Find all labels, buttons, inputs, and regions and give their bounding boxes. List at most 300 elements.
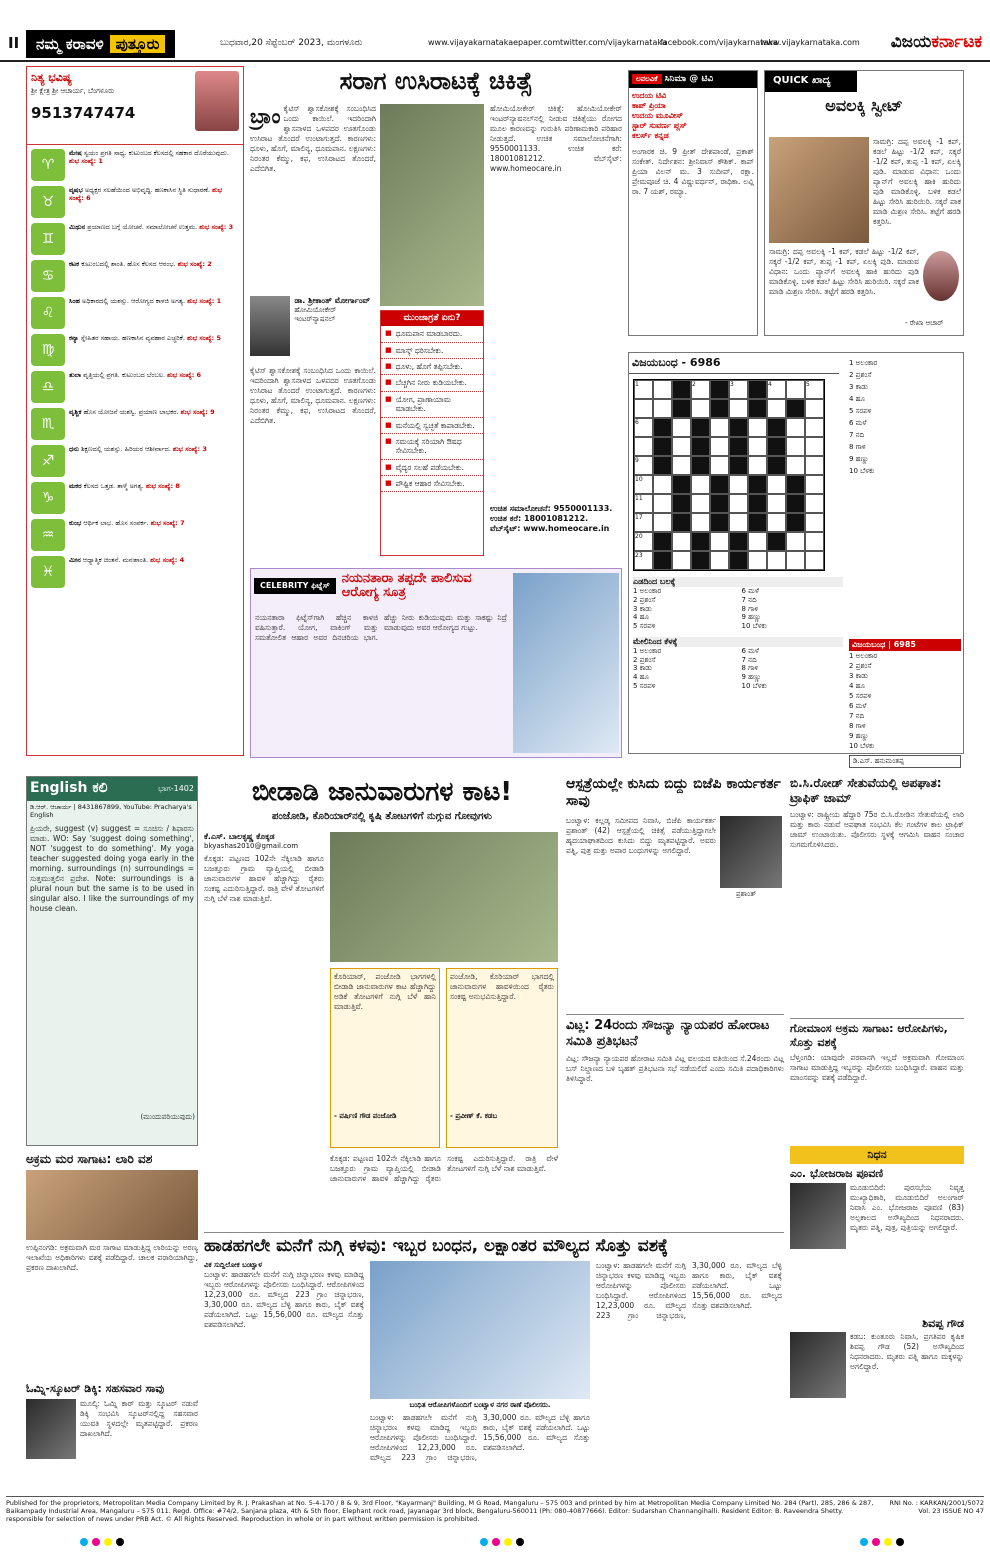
cmyk-dot [872,1538,880,1546]
traffic-body: ಬಂಟ್ವಾಳ: ರಾಷ್ಟ್ರೀಯ ಹೆದ್ದಾರಿ 75ರ ಬಿ.ಸಿ.ರೋಡಿನ ಸೇತುವೆಯಲ್ಲಿ ಲಾರಿ ಮತ್ತು ಕಾರು ನಡುವೆ ಅಪಘಾತ ಸಂಭವಿಸಿ ಕೆಲ ಗಂಟೆಗಳ ಕಾಲ ಟ್ರಾಫಿಕ್ ಜಾಮ್ ಉಂಟಾಯಿತು. ಪೊಲೀಸರು ಸ್ಥಳಕ್ಕೆ ಆಗಮಿಸಿ ವಾಹನ ಸಂಚಾರ ಸುಗಮಗೊಳಿಸಿದರು. [790,810,964,849]
obituary-heading: ನಿಧನ [790,1146,964,1164]
crossword-cell[interactable]: 4 [767,380,786,399]
precautions-box [380,310,484,556]
zodiac-name: ಮೇಷ [69,149,82,157]
gomamsa-article [790,1018,964,1142]
english-author: ಡಿ.ಆರ್. ಆಚಾರ್ಯ | 8431867899, YouTube: Pracharya's English [30,802,192,819]
epaper-link[interactable]: www.vijayakarnatakaepaper.com [428,38,561,47]
down-heading: ಮೇಲಿನಿಂದ ಕೆಳಕ್ಕೆ [633,637,843,647]
zodiac-prediction: ವೃತ್ತಿಯಲ್ಲಿ ಪ್ರಗತಿ. ಕುಟುಂಬದ ಬೆಂಬಲ. [83,371,166,379]
scooter-article [26,1382,198,1492]
crossword-cell [691,437,710,456]
zodiac-item [31,186,239,218]
zodiac-prediction: ಶಿಕ್ಷಣದಲ್ಲಿ ಯಶಸ್ಸು. ಹಿರಿಯರ ಆಶೀರ್ವಾದ. [80,445,171,453]
english-brand: English ಕಲಿ [30,780,108,796]
crossword-cell[interactable] [710,437,729,456]
precautions-list [381,326,483,492]
zodiac-lucky: ಶುಭ ಸಂಖ್ಯೆ: 3 [172,445,207,453]
traffic-title: ಬಿ.ಸಿ.ರೋಡ್ ಸೇತುವೆಯಲ್ಲಿ ಅಪಘಾತ: ಟ್ರಾಫಿಕ್ ಜಾಮ್ [790,776,942,805]
date-line: ಬುಧವಾರ,20 ಸೆಪ್ಟೆಂಬರ್ 2023, ಮಂಗಳೂರು [220,38,363,48]
crossword-clue: 9 ಹಣ್ಣು [741,673,762,681]
health-title: ಸರಾಗ ಉಸಿರಾಟಕ್ಕೆ ಚಿಕಿತ್ಸೆ [339,67,533,95]
cattle-article [204,776,560,1226]
crossword-cell[interactable] [786,551,805,570]
astrologer-phone: 9513747474 [31,103,136,122]
crossword-cell[interactable] [805,494,824,513]
zodiac-item [31,223,239,255]
zodiac-text [69,556,184,588]
zodiac-item [31,408,239,440]
crossword-cell [710,513,729,532]
crossword-cell[interactable] [786,380,805,399]
homeocare-body: ಹೋಮಿಯೋಕೇರ್ ಚಿಕಿತ್ಸೆ: ಹೋಮಿಯೋಕೇರ್ ಇಂಟರ್‌ನ್ಯಾಷನಲ್‌ನಲ್ಲಿ ನೀಡುವ ಚಿಕಿತ್ಸೆಯು ರೋಗದ ಮೂಲ ಕಾರಣವನ್ನು ಗುರುತಿಸಿ ಪರಿಣಾಮಕಾರಿ ಪರಿಹಾರ ನೀಡುತ್ತದೆ. ಉಚಿತ ಸಮಾಲೋಚನೆಗಾಗಿ: 9550001133. ಉಚಿತ ಕರೆ: 18001081212. ವೆಬ್‌ಸೈಟ್: www.homeocare.in [490,104,622,173]
recipe-author-photo [923,251,959,301]
quote-box-2 [446,968,558,1148]
crossword-clue: 7 ನದಿ [849,712,865,720]
crossword-cell[interactable] [634,437,653,456]
across-heading: ಎಡದಿಂದ ಬಲಕ್ಕೆ [633,577,843,587]
english-continue: (ಮುಂದುವರಿಯುವುದು) [140,1112,195,1121]
zodiac-name: ಮೀನ [69,556,81,564]
crossword-cell [653,456,672,475]
zodiac-prediction: ಆಧ್ಯಾತ್ಮಿಕ ಚಿಂತನೆ. ಮನಃಶಾಂತಿ. [82,556,149,564]
scooter-title: ಓಮ್ನಿ-ಸ್ಕೂಟರ್ ಡಿಕ್ಕಿ: ಸಹಸವಾರ ಸಾವು [26,1382,165,1395]
precaution-text: ■ ಮನೆಯಲ್ಲಿ ಸ್ವಚ್ಛತೆ ಕಾಪಾಡಬೇಕು. [395,420,475,430]
crossword-clue: 5 ಸರಪಳಿ [849,692,872,700]
health-body-continued: ಕೈಟಿಸ್ ಶ್ವಾಸಕೋಶಕ್ಕೆ ಸಂಬಂಧಿಸಿದ ಒಂದು ಕಾಯಿಲೆ. ಇದರಿಂದಾಗಿ ಶ್ವಾಸನಾಳದ ಒಳಪದರ ಊತಗೊಂಡು ಉಸಿರಾಟ ತೊಂದರೆ ಉಂಟಾಗುತ್ತದೆ. ಕಾರಣಗಳು: ಧೂಳು, ಹೊಗೆ, ಮಾಲಿನ್ಯ, ಧೂಮಪಾನ. ಲಕ್ಷಣಗಳು: ನಿರಂತರ ಕೆಮ್ಮು, ಕಫ, ಉಸಿರಾಟದ ತೊಂದರೆ, ಎದೆಬಿಗಿತ. [250,366,376,425]
crossword-cell[interactable]: 11 [634,494,653,513]
imprint-text: Published for the proprietors, Metropolitan Media Company Limited by R. J. Prakashan at No. 5-4-170 / 8 & 9, 3rd Floor, "Kayarmanj" Building, M G Road, Mangaluru – 575 003 and printed by him at Metropolitan Media Company Limited No. 284 (Part), 285, 286 & 287, Baikampady Industrial Area, Mangaluru – 575 011. Regd. Office: #74/2, Sanjana plaza, 4th & 5th floor, Elephant rock road, Jayanagar 3rd block, Bengaluru-560011 (Ph: 080-40877666). Editor: Sudarshan Channangihalli. Resident Editor: B. Raveendra Shetty. responsible for selection of news under PRB Act. © All Rights Reserved. Reproduction in whole or in part without written permission is prohibited. [6,1499,874,1523]
cattle-subtitle: ಪಂಜೋಡಿ, ಕೊರಿಯಾರ್‌ನಲ್ಲಿ ಕೃಷಿ ತೋಟಗಳಿಗೆ ನುಗ್ಗುವ ಗೋವುಗಳು [271,810,492,822]
recipe-title: ಅವಲಕ್ಕಿ ಸ್ವೀಟ್ [825,95,903,115]
channel-name: ಉದಯ ಟಿವಿ [632,91,667,101]
zodiac-lucky: ಶುಭ ಸಂಖ್ಯೆ: 6 [167,371,202,379]
website-link[interactable]: www.vijaykarnataka.com [760,38,860,47]
crossword-cell[interactable] [805,456,824,475]
health-body: ಕೈಟಿಸ್ ಶ್ವಾಸಕೋಶಕ್ಕೆ ಸಂಬಂಧಿಸಿದ ಒಂದು ಕಾಯಿಲೆ. ಇದರಿಂದಾಗಿ ಶ್ವಾಸನಾಳದ ಒಳಪದರ ಊತಗೊಂಡು ಉಸಿರಾಟ ತೊಂದರೆ ಉಂಟಾಗುತ್ತದೆ. ಕಾರಣಗಳು: ಧೂಳು, ಹೊಗೆ, ಮಾಲಿನ್ಯ, ಧೂಮಪಾನ. ಲಕ್ಷಣಗಳು: ನಿರಂತರ ಕೆಮ್ಮು, ಕಫ, ಉಸಿರಾಟದ ತೊಂದರೆ, ಎದೆಬಿಗಿತ. [250,104,376,173]
celebrity-body: ನಯನತಾರಾ ಫಿಟ್ನೆಸ್‌ಗಾಗಿ ಹೆಚ್ಚಿನ ಕಾಳಜಿ ವಹಿಸುತ್ತಾರೆ. ಯೋಗ, ವಾಕಿಂಗ್ ಮತ್ತು ಸಮತೋಲಿತ ಆಹಾರ ಅವರ ದಿನಚರಿಯ ಭಾಗ. ಹೆಚ್ಚು ನೀರು ಕುಡಿಯುವುದು ಮತ್ತು ಸಾಕಷ್ಟು ನಿದ್ರೆ ಮಾಡುವುದು ಅವರ ಆರೋಗ್ಯದ ಗುಟ್ಟು. [255,613,507,642]
theft-title: ಹಾಡಹಗಲೇ ಮನೆಗೆ ನುಗ್ಗಿ ಕಳವು: ಇಬ್ಬರ ಬಂಧನ, ಲಕ್ಷಾಂತರ ಮೌಲ್ಯದ ಸೊತ್ತು ವಶಕ್ಕೆ [204,1236,668,1256]
cmyk-dot [92,1538,100,1546]
crossword-clue: 8 ಗಾಳಿ [849,722,866,730]
zodiac-lucky: ಶುಭ ಸಂಖ್ಯೆ: 4 [150,556,185,564]
crossword-cell [672,399,691,418]
lorry-article [26,1152,198,1380]
cattle-byline: ಕೆ.ಎಸ್. ಬಾಲಕೃಷ್ಣ ಕೊಕ್ಕಡ [204,832,275,841]
crossword-cell[interactable] [710,532,729,551]
clue-list-right [849,357,961,477]
crossword-clue: 3 ಕಾಡು [633,604,652,613]
crossword-clue: 3 ಕಾಡು [633,664,652,673]
crossword-cell[interactable]: 23 [634,551,653,570]
zodiac-item [31,445,239,477]
english-panel [26,776,198,1146]
crossword-cell[interactable] [672,551,691,570]
cmyk-dot [884,1538,892,1546]
crossword-cell[interactable]: 6 [634,418,653,437]
obit-1-photo [790,1183,846,1249]
crossword-clue: 2 ಪ್ರಶಂಸೆ [633,595,656,604]
doctor-role: ಹೋಮಿಯೋಕೇರ್ ಇಂಟರ್‌ನ್ಯಾಷನಲ್ [294,306,337,323]
zodiac-sign-icon: ♈ [31,149,65,181]
crossword-cell[interactable]: 5 [805,380,824,399]
zodiac-text [69,334,221,366]
zodiac-name: ವೃಶ್ಚಿಕ [69,408,82,416]
crossword-cell [691,551,710,570]
precaution-item [381,359,483,375]
crossword-clue: 1 ಅಲಂಕಾರ [633,587,662,595]
zodiac-name: ವೃಷಭ [69,186,83,194]
zodiac-sign-icon: ♋ [31,260,65,292]
crossword-clue: 5 ಸರಪಳಿ [849,407,872,415]
theft-body: ಬಂಟ್ವಾಳ: ಹಾಡಹಗಲೇ ಮನೆಗೆ ನುಗ್ಗಿ ಚಿನ್ನಾಭರಣ ಕಳವು ಮಾಡಿದ್ದ ಇಬ್ಬರು ಆರೋಪಿಗಳನ್ನು ಪೊಲೀಸರು ಬಂಧಿಸಿದ್ದಾರೆ. ಆರೋಪಿಗಳಿಂದ 12,23,000 ರೂ. ಮೌಲ್ಯದ 223 ಗ್ರಾಂ ಚಿನ್ನಾಭರಣ, 3,30,000 ರೂ. ಮೌಲ್ಯದ ಬೆಳ್ಳಿ ಹಾಗೂ ಕಾರು, ಬೈಕ್ ವಶಕ್ಕೆ ಪಡೆಯಲಾಗಿದೆ. ಒಟ್ಟು 15,56,000 ರೂ. ಮೌಲ್ಯದ ಸೊತ್ತು ವಶಪಡಿಸಲಾಗಿದೆ. [204,1269,364,1329]
zodiac-sign-icon: ♌ [31,297,65,329]
recipe-section: QUICK ಖಾದ್ಯ [765,71,857,92]
crossword-cell [748,475,767,494]
zodiac-lucky: ಶುಭ ಸಂಖ್ಯೆ: 1 [187,297,222,305]
crossword-cell [729,437,748,456]
crossword-cell [748,399,767,418]
crossword-cell[interactable] [767,513,786,532]
channel-name: ಉದಯ ಮೂವೀಸ್ [632,111,683,121]
crossword-cell[interactable]: 10 [634,475,653,494]
crossword-clue: 4 ಹೂ [633,673,649,681]
crossword-cell [729,532,748,551]
homeocare-tollfree: ಉಚಿತ ಕರೆ: 18001081212. [490,514,589,523]
zodiac-item [31,297,239,329]
crossword-cell [691,532,710,551]
crossword-cell[interactable] [805,437,824,456]
vitla-body: ವಿಟ್ಲ: ಸೌಜನ್ಯಾ ನ್ಯಾಯಪರ ಹೋರಾಟ ಸಮಿತಿ ವಿಟ್ಲ ವಲಯದ ವತಿಯಿಂದ ಸೆ.24ರಂದು ವಿಟ್ಲ ಬಸ್ ನಿಲ್ದಾಣದ ಬಳಿ ಬೃಹತ್ ಪ್ರತಿಭಟನಾ ಸಭೆ ನಡೆಯಲಿದೆ ಎಂದು ಸಮಿತಿ ಪದಾಧಿಕಾರಿಗಳು ತಿಳಿಸಿದ್ದಾರೆ. [566,1054,784,1083]
zodiac-prediction: ಆರ್ಥಿಕ ಲಾಭ. ಹೊಸ ಸಂಪರ್ಕ. [83,519,149,527]
crossword-cell[interactable] [748,551,767,570]
cmyk-dot [504,1538,512,1546]
crossword-panel [628,352,964,765]
quote-2-by: - ಪ್ರವೀಣ್ ಕೆ. ಕಡಬ [450,1112,498,1120]
crossword-cell[interactable] [672,437,691,456]
crossword-cell[interactable] [672,456,691,475]
recipe-panel [764,70,964,336]
crossword-clue: 6 ಮಳೆ [849,702,867,710]
channel-name: ಸ್ಟಾರ್ ಸುವರ್ಣ ಪ್ಲಸ್ [632,121,687,131]
precaution-text: ■ ಯೋಗ, ಪ್ರಾಣಾಯಾಮ ಮಾಡಬೇಕು. [395,394,451,414]
crossword-cell [672,513,691,532]
crossword-cell[interactable] [767,494,786,513]
vitla-title: ವಿಟ್ಲ: 24ರಂದು ಸೌಜನ್ಯಾ ನ್ಯಾಯಪರ ಹೋರಾಟ ಸಮಿತಿ ಪ್ರತಿಭಟನೆ [566,1018,770,1049]
crossword-cell[interactable] [729,494,748,513]
crossword-cell [786,475,805,494]
crossword-clue: 9 ಹಣ್ಣು [741,613,762,622]
crossword-cell[interactable] [786,456,805,475]
crossword-cell [653,418,672,437]
rni-number: RNI No. : KARKAN/2001/5072 [889,1499,984,1507]
crossword-cell[interactable] [805,475,824,494]
zodiac-lucky: ಶುಭ ಸಂಖ್ಯೆ: 1 [69,157,103,165]
imprint-footer [6,1496,984,1523]
precaution-item [381,476,483,492]
crossword-clue: 7 ನದಿ [741,655,757,664]
zodiac-sign-icon: ♎ [31,371,65,403]
zodiac-item [31,482,239,514]
theft-caption: ಬಂಧಿತ ಆರೋಪಿಗಳೊಂದಿಗೆ ಬಂಟ್ವಾಳ ನಗರ ಠಾಣೆ ಪೊಲೀಸರು. [409,1401,551,1409]
crossword-clue: 9 ಹಣ್ಣು [849,455,869,463]
crossword-cell[interactable] [729,475,748,494]
zodiac-sign-icon: ♊ [31,223,65,255]
crossword-cell[interactable] [729,513,748,532]
lorry-body: ಉಪ್ಪಿನಂಗಡಿ: ಅಕ್ರಮವಾಗಿ ಮರ ಸಾಗಾಟ ಮಾಡುತ್ತಿದ್ದ ಲಾರಿಯನ್ನು ಅರಣ್ಯ ಇಲಾಖೆಯ ಅಧಿಕಾರಿಗಳು ವಶಕ್ಕೆ ಪಡೆದಿದ್ದಾರೆ. ಚಾಲಕ ಪರಾರಿಯಾಗಿದ್ದು, ಪ್ರಕರಣ ದಾಖಲಾಗಿದೆ. [26,1243,198,1272]
crossword-cell [748,494,767,513]
crossword-cell[interactable] [748,532,767,551]
crossword-clue: 1 ಅಲಂಕಾರ [849,359,878,367]
homeocare-phone: ಉಚಿತ ಸಮಾಲೋಚನೆ: 9550001133. [490,504,613,513]
obit-2-photo [790,1332,846,1398]
crossword-cell[interactable] [748,456,767,475]
recipe-photo [769,137,869,243]
obituary-panel [790,1146,964,1492]
obit-2-name: ಶಿವಪ್ಪ ಗೌಡ [922,1316,964,1330]
crossword-cell[interactable] [691,475,710,494]
zodiac-text [69,260,212,292]
crossword-clue: 2 ಪ್ರಶಂಸೆ [849,662,872,670]
crossword-cell [710,380,729,399]
lorry-photo [26,1170,198,1240]
crossword-clue: 4 ಹೂ [849,682,865,690]
theft-body-lower: ಬಂಟ್ವಾಳ: ಹಾಡಹಗಲೇ ಮನೆಗೆ ನುಗ್ಗಿ ಚಿನ್ನಾಭರಣ ಕಳವು ಮಾಡಿದ್ದ ಇಬ್ಬರು ಆರೋಪಿಗಳನ್ನು ಪೊಲೀಸರು ಬಂಧಿಸಿದ್ದಾರೆ. ಆರೋಪಿಗಳಿಂದ 12,23,000 ರೂ. ಮೌಲ್ಯದ 223 ಗ್ರಾಂ ಚಿನ್ನಾಭರಣ, 3,30,000 ರೂ. ಮೌಲ್ಯದ ಬೆಳ್ಳಿ ಹಾಗೂ ಕಾರು, ಬೈಕ್ ವಶಕ್ಕೆ ಪಡೆಯಲಾಗಿದೆ. ಒಟ್ಟು 15,56,000 ರೂ. ಮೌಲ್ಯದ ಸೊತ್ತು ವಶಪಡಿಸಲಾಗಿದೆ. [370,1413,590,1462]
page-number: II [8,34,20,52]
crossword-cell[interactable] [805,551,824,570]
twitter-link[interactable]: twitter.com/vijaykarnataka [560,38,667,47]
quote-box-1 [330,968,440,1148]
cattle-photo [330,832,558,962]
crossword-clue: 7 ನದಿ [741,595,757,604]
theft-article [204,1232,784,1492]
crossword-cell[interactable] [729,399,748,418]
celebrity-panel [250,568,622,758]
crossword-cell [653,532,672,551]
crossword-cell[interactable] [710,551,729,570]
zodiac-prediction: ಸ್ನೇಹಿತರ ಸಹಾಯ. ಹಣಕಾಸಿನ ವ್ಯವಹಾರ ಎಚ್ಚರಿಕೆ. [80,334,185,342]
gomamsa-body: ಬೆಳ್ತಂಗಡಿ: ಯಾವುದೇ ಪರವಾನಗಿ ಇಲ್ಲದೆ ಅಕ್ರಮವಾಗಿ ಗೋಮಾಂಸ ಸಾಗಾಟ ಮಾಡುತ್ತಿದ್ದ ಇಬ್ಬರನ್ನು ಪೊಲೀಸರು ಬಂಧಿಸಿದ್ದಾರೆ. ವಾಹನ ಮತ್ತು ಮಾಂಸವನ್ನು ವಶಕ್ಕೆ ಪಡೆದಿದ್ದಾರೆ. [790,1053,964,1082]
cmyk-dot [896,1538,904,1546]
crossword-cell[interactable] [748,418,767,437]
crossword-cell [691,456,710,475]
crossword-cell[interactable] [634,399,653,418]
cmyk-dot [116,1538,124,1546]
crossword-clue: 3 ಕಾಡು [849,672,868,680]
section-edition: ಪುತ್ತೂರು [110,35,166,53]
cinema-brand: ಲವಲವಿಕೆ [632,74,662,84]
precaution-text: ■ ಧೂಳು, ಹೊಗೆ ತಪ್ಪಿಸಬೇಕು. [395,362,463,371]
crossword-grid[interactable] [633,379,825,571]
doctor-name: ಡಾ. ಶ್ರೀಕಾಂತ್ ಮೋರ್ಗಾಂವ್ [294,296,371,305]
precaution-text: ■ ಬೆಚ್ಚಗಿನ ನೀರು ಕುಡಿಯಬೇಕು. [395,378,467,388]
crossword-cell [710,399,729,418]
crossword-cell[interactable] [653,380,672,399]
crossword-cell[interactable]: 20 [634,532,653,551]
zodiac-prediction: ಕುಟುಂಬದಲ್ಲಿ ಶಾಂತಿ. ಹೊಸ ಕೆಲಸದ ಆರಂಭ. [81,260,176,268]
cattle-title: ಬೀಡಾಡಿ ಜಾನುವಾರುಗಳ ಕಾಟ! [251,777,513,807]
crossword-clue: 7 ನದಿ [849,431,865,439]
crossword-title: ವಿಜಯಬಂಧ - 6986 [629,353,839,374]
crossword-cell[interactable] [786,532,805,551]
crossword-cell [710,494,729,513]
crossword-clue: 3 ಕಾಡು [849,383,868,391]
zodiac-prediction: ಸ್ವಯಂ ಪ್ರಗತಿ ಸಾಧ್ಯ. ಕುಟುಂಬದ ಕೆಲಸದಲ್ಲಿ ಸಹಕಾರ ದೊರೆಯುವುದು. [83,149,229,157]
zodiac-item [31,334,239,366]
crossword-cell[interactable] [805,532,824,551]
zodiac-sign-icon: ♍ [31,334,65,366]
volume-issue: Vol. 23 ISSUE NO 47 [918,1507,984,1515]
astrologer-photo [195,71,239,131]
crossword-cell[interactable] [691,399,710,418]
crossword-cell [710,475,729,494]
cattle-body-continued: ಕೊಕ್ಕಡ: ಪಟ್ಟಣದ 102ನೇ ನೆಕ್ಕಿಲಾಡಿ ಹಾಗೂ ಬಜತ್ತೂರು ಗ್ರಾಮ ವ್ಯಾಪ್ತಿಯಲ್ಲಿ ಬೀಡಾಡಿ ಜಾನುವಾರುಗಳ ಹಾವಳಿ ಹೆಚ್ಚಾಗಿದ್ದು ರೈತರು ಸಂಕಷ್ಟ ಎದುರಿಸುತ್ತಿದ್ದಾರೆ. ರಾತ್ರಿ ವೇಳೆ ತೋಟಗಳಿಗೆ ನುಗ್ಗಿ ಬೆಳೆ ನಾಶ ಮಾಡುತ್ತಿವೆ. [330,1154,558,1183]
precaution-item [381,460,483,476]
crossword-cell [672,475,691,494]
zodiac-name: ಧನು [69,445,79,453]
health-lead-letter: ಬ್ರಾಂ [250,104,281,128]
obit-1-name: ಎಂ. ಭೋಜರಾಜ ಪೂವಣಿ [790,1166,884,1180]
answers-list [849,651,961,751]
english-body: ಪ್ರಿಯರೇ, suggest (v) suggest = ಸೂಚಿಸು / ಶಿಫಾರಸು ಮಾಡು. WO: Say 'suggest doing something', NOT 'suggest to do something'. My yoga teacher suggested doing yoga early in the morning. surroundings (n) surroundings = ಸುತ್ತಮುತ್ತಲಿನ ಪ್ರದೇಶ. Note: surroundings is a plural noun but the same is to be used in singular also. I like the surroundings of my house clean. [30,823,194,913]
crossword-clue: 8 ಗಾಳಿ [849,443,866,451]
crossword-cell[interactable] [805,399,824,418]
crossword-clue: 8 ಗಾಳಿ [741,664,759,673]
crossword-cell [767,437,786,456]
traffic-article [790,776,964,1014]
crossword-cell [672,494,691,513]
horoscope-panel [26,66,244,756]
lorry-title: ಅಕ್ರಮ ಮರ ಸಾಗಾಟ: ಲಾರಿ ವಶ [26,1152,153,1166]
crossword-cell[interactable] [805,418,824,437]
crossword-cell[interactable] [767,551,786,570]
crossword-clue: 9 ಹಣ್ಣು [849,732,869,740]
crossword-cell[interactable] [691,494,710,513]
crossword-cell[interactable] [672,532,691,551]
crossword-clue: 2 ಪ್ರಶಂಸೆ [633,655,656,664]
crossword-cell[interactable] [767,475,786,494]
cmyk-dot [860,1538,868,1546]
crossword-cell[interactable]: 1 [634,380,653,399]
scooter-photo [26,1399,76,1459]
precaution-text: ■ ವೈದ್ಯರ ಸಲಹೆ ಪಡೆಯಬೇಕು. [395,462,464,472]
quote-2: ಪಂಜೋಡಿ, ಕೊರಿಯಾರ್ ಭಾಗದಲ್ಲಿ ಜಾನುವಾರುಗಳ ಹಾವಳಿಯಿಂದ ರೈತರು ಸಂಕಷ್ಟ ಅನುಭವಿಸುತ್ತಿದ್ದಾರೆ. [450,972,554,1001]
precaution-item [381,418,483,434]
crossword-author: ಡಿ.ಎಸ್. ಹನುಮಂತಪ್ಪ [849,755,961,768]
zodiac-item [31,260,239,292]
cmyk-dot [492,1538,500,1546]
crossword-cell [691,418,710,437]
zodiac-prediction: ಅಧ್ಯಕ್ಷರ ಸಲಹೆಯಿಂದ ಅಭಿವೃದ್ಧಿ. ಹಣಕಾಸಿನ ಸ್ಥಿತಿ ಸುಧಾರಣೆ. [84,186,211,194]
horoscope-title: ನಿತ್ಯ ಭವಿಷ್ಯ [31,71,72,84]
zodiac-name: ಕನ್ಯಾ [69,334,79,342]
quote-1-by: - ವರ್ಷಿಣಿ ಗೌಡ ಪಂಜೋಡಿ [334,1112,397,1120]
zodiac-name: ಸಿಂಹ [69,297,80,305]
obit-1-body: ಮೂಡುಬಿದಿರೆ: ಪುರಸಭೆಯ ನಿವೃತ್ತ ಮುಖ್ಯಾಧಿಕಾರಿ, ಮೂಡುಬಿದಿರೆ ಅಲಂಗಾರ್ ನಿವಾಸಿ ಎಂ. ಭೋಜರಾಜ ಪೂವಣಿ (83) ಅಲ್ಪಕಾಲದ ಅಸೌಖ್ಯದಿಂದ ನಿಧನರಾದರು. ಮೃತರು ಪತ್ನಿ, ಪುತ್ರ, ಪುತ್ರಿಯನ್ನು ಅಗಲಿದ್ದಾರೆ. [850,1182,964,1232]
crossword-cell[interactable] [710,456,729,475]
zodiac-text [69,149,239,181]
channel-name: ಕಲರ್ಸ್ ಕನ್ನಡ [632,131,669,141]
facebook-link[interactable]: facebook.com/vijaykarnataka [660,38,778,47]
cinema-body: ಅಂಗಾರಕ ಚಿ. 9 ಪ್ರೀತ್ ದೇಶಪಾಂಡೆ, ಪ್ರಕಾಶ್ ಸಂಕೇತ್. ನಿರ್ದೇಶನ: ಶ್ರೀನಿವಾಸ್ ಕೌಶಿಕ್. ಕಾಪ್ ಪ್ರಿಯಾ ವಿಲನ್ ಮ. 3 ಸುದೀಪ್, ರಕ್ಷಾ. ಪ್ರೇಮಪೂಜೆ ಚಿ. 4 ವಿಷ್ಣುವರ್ಧನ್, ರಾಧಿಕಾ. ಲವ್ಲಿ ರಾ. 7 ಯಶ್, ರಮ್ಯಾ. [632,147,754,197]
celebrity-label: CELEBRITY ಫಿಟ್ನೆಸ್ [254,578,336,594]
zodiac-prediction: ಹೊಸ ಯೋಜನೆ ಯಶಸ್ವಿ. ಪ್ರಯಾಣ ಲಾಭಕರ. [83,408,179,416]
cinema-panel [628,70,758,336]
bjp-photo-caption: ಪ್ರಶಾಂತ್ [736,890,757,898]
cattle-email[interactable]: bkyashas2010@gmail.com [204,842,299,850]
crossword-cell[interactable] [691,513,710,532]
zodiac-sign-icon: ♏ [31,408,65,440]
precaution-text: ■ ಪೌಷ್ಟಿಕ ಆಹಾರ ಸೇವಿಸಬೇಕು. [395,479,465,488]
zodiac-lucky: ಶುಭ ಸಂಖ್ಯೆ: 8 [145,482,180,490]
zodiac-item [31,519,239,551]
zodiac-item [31,556,239,588]
zodiac-sign-icon: ♒ [31,519,65,551]
clue-list [633,587,843,631]
zodiac-prediction: ಪ್ರಯಾಣದ ಬಗ್ಗೆ ಯೋಚನೆ. ಸಮಾಲೋಚನೆ ಉತ್ತಮ. [87,223,198,231]
zodiac-lucky: ಶುಭ ಸಂಖ್ಯೆ: 5 [187,334,221,342]
zodiac-text [69,223,233,255]
crossword-cell[interactable] [786,437,805,456]
theft-photo [370,1261,590,1399]
crossword-clue: 4 ಹೂ [849,395,865,403]
scooter-body: ಮೂಲ್ಕಿ: ಓಮ್ನಿ ಕಾರ್ ಮತ್ತು ಸ್ಕೂಟರ್ ನಡುವೆ ಡಿಕ್ಕಿ ಸಂಭವಿಸಿ ಸ್ಕೂಟರ್‌ನಲ್ಲಿದ್ದ ಸಹಸವಾರ ಯುವತಿ ಸ್ಥಳದಲ್ಲೇ ಮೃತಪಟ್ಟಿದ್ದಾರೆ. ಪ್ರಕರಣ ದಾಖಲಾಗಿದೆ. [80,1398,198,1438]
quote-1: ಕೊರಿಯಾರ್, ಪಂಜೋಡಿ ಭಾಗಗಳಲ್ಲಿ ಬೀಡಾಡಿ ಜಾನುವಾರುಗಳ ಕಾಟ ಹೆಚ್ಚಾಗಿದ್ದು ಅಡಿಕೆ ತೋಟಗಳಿಗೆ ನುಗ್ಗಿ ಬೆಳೆ ಹಾನಿ ಮಾಡುತ್ತಿವೆ. [334,972,436,1011]
crossword-cell[interactable] [653,513,672,532]
cmyk-dot [104,1538,112,1546]
homeocare-website[interactable]: ವೆಬ್‌ಸೈಟ್: www.homeocare.in [490,524,610,533]
crossword-cell[interactable] [786,418,805,437]
crossword-cell[interactable] [767,399,786,418]
zodiac-sign-icon: ♉ [31,186,65,218]
crossword-cell [729,551,748,570]
zodiac-name: ಮಿಥುನ [69,223,86,231]
section-banner [26,30,175,58]
zodiac-lucky: ಶುಭ ಸಂಖ್ಯೆ: 9 [180,408,215,416]
cinema-title: ಸಿನಿಮಾ @ ಟಿವಿ [664,74,714,84]
recipe-ingredients: ಸಾಮಗ್ರಿ: ದಪ್ಪ ಅವಲಕ್ಕಿ -1 ಕಪ್, ಕಡಲೆ ಹಿಟ್ಟು -1/2 ಕಪ್, ಸಕ್ಕರೆ -1/2 ಕಪ್, ತುಪ್ಪ -1 ಕಪ್, ಏಲಕ್ಕಿ ಪುಡಿ. ಮಾಡುವ ವಿಧಾನ: ಒಂದು ಪ್ಯಾನ್‌ಗೆ ಅವಲಕ್ಕಿ ಹಾಕಿ ಹುರಿದು ಪುಡಿ ಮಾಡಿಕೊಳ್ಳಿ. ಬಳಿಕ ಕಡಲೆ ಹಿಟ್ಟು ಸೇರಿಸಿ ಹುರಿಯಿರಿ. ಸಕ್ಕರೆ ಪಾಕ ಮಾಡಿ ಮಿಶ್ರಣ ಸೇರಿಸಿ. ತಟ್ಟೆಗೆ ಹರಡಿ ಕತ್ತರಿಸಿ. [873,137,961,226]
zodiac-lucky: ಶುಭ ಸಂಖ್ಯೆ: 3 [199,223,234,231]
precaution-item [381,375,483,391]
precaution-item [381,392,483,418]
crossword-clue: 1 ಅಲಂಕಾರ [849,652,878,660]
zodiac-list [27,145,243,597]
crossword-cell[interactable]: 3 [729,380,748,399]
zodiac-name: ಕಟಕ [69,260,80,268]
crossword-cell[interactable] [805,513,824,532]
crossword-cell[interactable] [672,418,691,437]
zodiac-text [69,519,185,551]
zodiac-lucky: ಶುಭ ಸಂಖ್ಯೆ: 6 [69,186,223,202]
crossword-clue: 6 ಮಳೆ [849,419,867,427]
zodiac-sign-icon: ♓ [31,556,65,588]
crossword-clue: 6 ಮಳೆ [741,646,759,655]
crossword-cell[interactable] [748,437,767,456]
crossword-cell [748,380,767,399]
crossword-cell[interactable]: 9 [634,456,653,475]
zodiac-lucky: ಶುಭ ಸಂಖ್ಯೆ: 7 [150,519,185,527]
bjp-article [566,776,784,1010]
crossword-cell [748,513,767,532]
crossword-cell[interactable] [653,494,672,513]
crossword-cell[interactable] [653,399,672,418]
crossword-cell[interactable] [653,475,672,494]
crossword-cell[interactable]: 17 [634,513,653,532]
crossword-clue: 4 ಹೂ [633,613,649,622]
crossword-cell[interactable] [710,418,729,437]
zodiac-text [69,482,180,514]
crossword-cell[interactable]: 2 [691,380,710,399]
